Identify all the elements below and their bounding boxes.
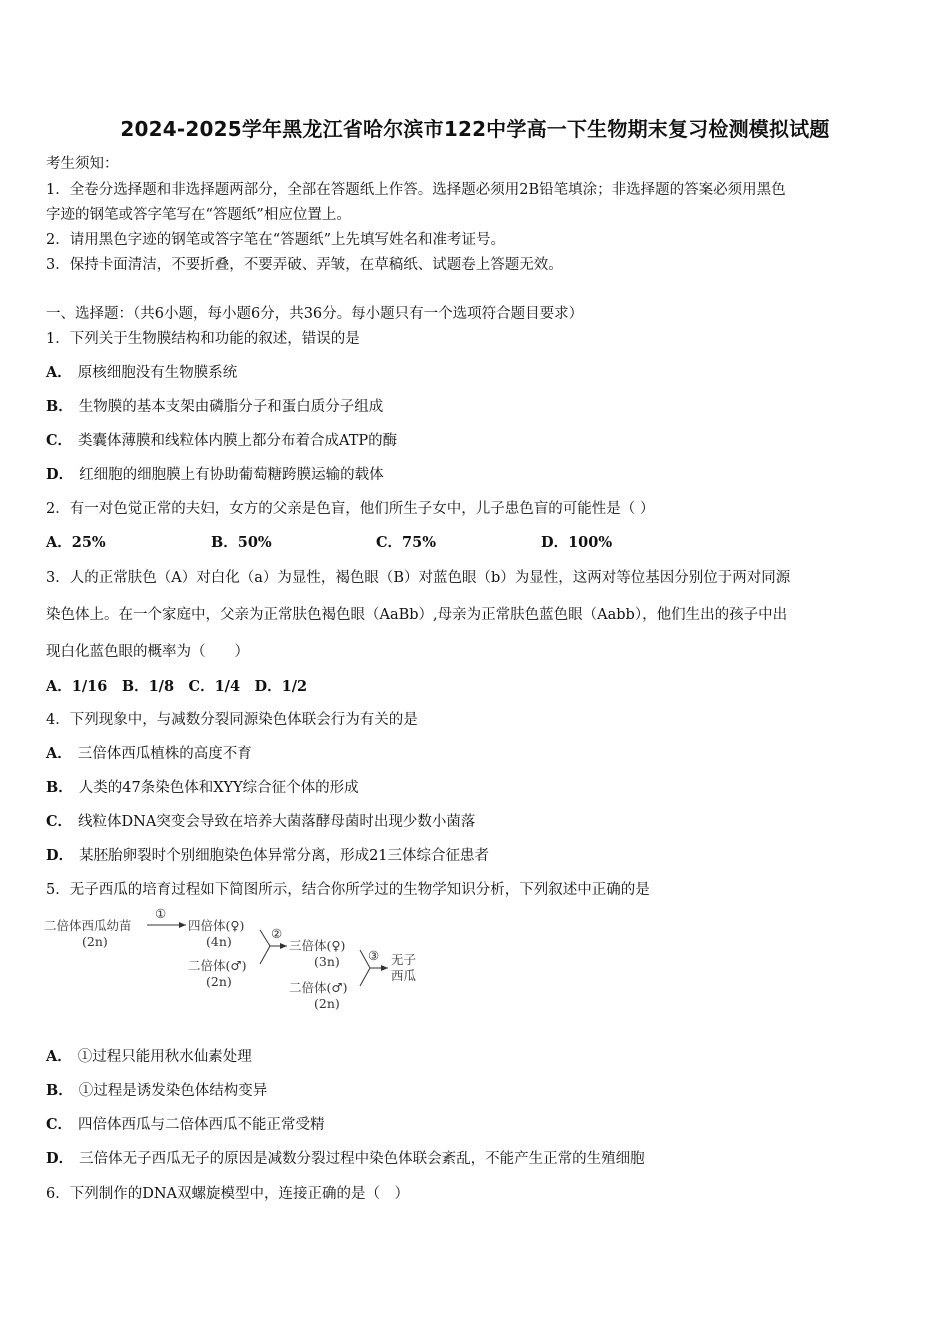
notice-item: 字迹的钢笔或答字笔写在“答题纸”相应位置上。 <box>46 207 351 223</box>
option-label: A． <box>46 745 72 762</box>
diagram-tetraploid-ploidy: (4n) <box>206 934 232 949</box>
option-text: 三倍体无子西瓜无子的原因是减数分裂过程中染色体联会紊乱，不能产生正常的生殖细胞 <box>79 1151 645 1167</box>
question-2-stem: 2．有一对色觉正常的夫妇，女方的父亲是色盲，他们所生子女中，儿子患色盲的可能性是（ ） <box>46 501 655 517</box>
option-label: C． <box>46 813 73 830</box>
question-5-option-c <box>46 1113 325 1134</box>
question-2-options <box>46 531 612 552</box>
question-1-option-c <box>46 429 397 450</box>
question-5-option-d <box>46 1147 645 1168</box>
diagram-seedling: 二倍体西瓜幼苗 <box>44 918 132 933</box>
option-text: 人类的47条染色体和XYY综合征个体的形成 <box>78 780 359 796</box>
option-text: 线粒体DNA突变会导致在培养大菌落酵母菌时出现少数小菌落 <box>78 814 476 830</box>
diagram-diploid-male-2: 二倍体(♂) <box>289 980 348 995</box>
page-title: 2024-2025学年黑龙江省哈尔滨市122中学高一下生物期末复习检测模拟试题 <box>120 117 830 141</box>
question-1-option-a <box>46 361 237 382</box>
notice-item: 1．全卷分选择题和非选择题两部分，全部在答题纸上作答。选择题必须用2B铅笔填涂；非选择题的答案必须用黑色 <box>46 182 786 198</box>
question-6-stem: 6．下列制作的DNA双螺旋模型中，连接正确的是（ ） <box>46 1186 410 1202</box>
question-2-option-a: A．25% <box>46 534 106 551</box>
option-text: 三倍体西瓜植株的高度不育 <box>77 746 252 762</box>
diagram-step-3: ③ <box>368 948 380 963</box>
diagram-tetraploid: 四倍体(♀) <box>188 918 245 933</box>
question-5-stem: 5．无子西瓜的培育过程如下简图所示，结合你所学过的生物学知识分析，下列叙述中正确的是 <box>46 882 650 898</box>
question-3-line: 3．人的正常肤色（A）对白化（a）为显性，褐色眼（B）对蓝色眼（b）为显性，这两对等位基因分别位于两对同源 <box>46 570 791 586</box>
diagram-triploid-ploidy: (3n) <box>314 954 340 969</box>
option-label: C． <box>46 432 73 449</box>
notice-item: 2．请用黑色字迹的钢笔或答字笔在“答题纸”上先填写姓名和准考证号。 <box>46 232 506 248</box>
option-text: 生物膜的基本支架由磷脂分子和蛋白质分子组成 <box>78 399 384 415</box>
notice-heading: 考生须知： <box>46 156 119 172</box>
question-3-line: 染色体上。在一个家庭中，父亲为正常肤色褐色眼（AaBb）,母亲为正常肤色蓝色眼（Aabb），他们生出的孩子中出 <box>46 607 788 623</box>
option-label: B． <box>46 1082 73 1099</box>
option-label: D． <box>46 847 74 864</box>
option-text: 四倍体西瓜与二倍体西瓜不能正常受精 <box>78 1117 325 1133</box>
option-label: A． <box>46 1048 72 1065</box>
option-text: ①过程只能用秋水仙素处理 <box>77 1049 252 1065</box>
question-4-option-a <box>46 742 252 763</box>
question-4-stem: 4．下列现象中，与减数分裂同源染色体联会行为有关的是 <box>46 712 418 728</box>
diagram-diploid-male-2-ploidy: (2n) <box>314 996 340 1011</box>
question-4-option-b <box>46 776 359 797</box>
question-3-options: A．1/16 B．1/8 C．1/4 D．1/2 <box>46 678 308 695</box>
option-label: D． <box>46 1150 74 1167</box>
question-5-option-b <box>46 1079 267 1100</box>
diagram-diploid-male-1-ploidy: (2n) <box>206 974 232 989</box>
watermelon-breeding-diagram <box>44 904 434 1014</box>
question-5-option-a <box>46 1045 252 1066</box>
option-text: 原核细胞没有生物膜系统 <box>77 365 238 381</box>
question-4-option-d <box>46 844 489 865</box>
question-3-line: 现白化蓝色眼的概率为（ ） <box>46 644 249 660</box>
option-text: 类囊体薄膜和线粒体内膜上都分布着合成ATP的酶 <box>78 433 398 449</box>
option-label: B． <box>46 779 73 796</box>
question-2-option-d: D．100% <box>541 534 613 551</box>
question-2-option-c: C．75% <box>376 534 436 551</box>
option-text: 某胚胎卵裂时个别细胞染色体异常分离，形成21三体综合征患者 <box>79 848 490 864</box>
diagram-bracket-2 <box>260 930 270 964</box>
option-label: D． <box>46 466 74 483</box>
diagram-triploid: 三倍体(♀) <box>289 938 346 953</box>
question-1-stem: 1．下列关于生物膜结构和功能的叙述，错误的是 <box>46 331 360 347</box>
question-2-option-b: B．50% <box>211 534 272 551</box>
option-label: A． <box>46 364 72 381</box>
diagram-step-2: ② <box>271 926 283 941</box>
option-label: C． <box>46 1116 73 1133</box>
option-text: ①过程是诱发染色体结构变异 <box>78 1083 268 1099</box>
question-4-option-c <box>46 810 475 831</box>
option-text: 红细胞的细胞膜上有协助葡萄糖跨膜运输的载体 <box>79 467 384 483</box>
option-label: B． <box>46 398 73 415</box>
diagram-diploid-male-1: 二倍体(♂) <box>188 958 247 973</box>
diagram-result-line-2: 西瓜 <box>391 968 417 983</box>
question-1-option-d <box>46 463 384 484</box>
diagram-seedling-ploidy: (2n) <box>82 934 108 949</box>
question-1-option-b <box>46 395 383 416</box>
notice-item: 3．保持卡面清洁，不要折叠，不要弄破、弄皱，在草稿纸、试题卷上答题无效。 <box>46 257 563 273</box>
section-heading: 一、选择题：（共6小题，每小题6分，共36分。每小题只有一个选项符合题目要求） <box>46 306 584 322</box>
diagram-step-1: ① <box>155 906 167 921</box>
diagram-result-line-1: 无子 <box>391 952 417 967</box>
